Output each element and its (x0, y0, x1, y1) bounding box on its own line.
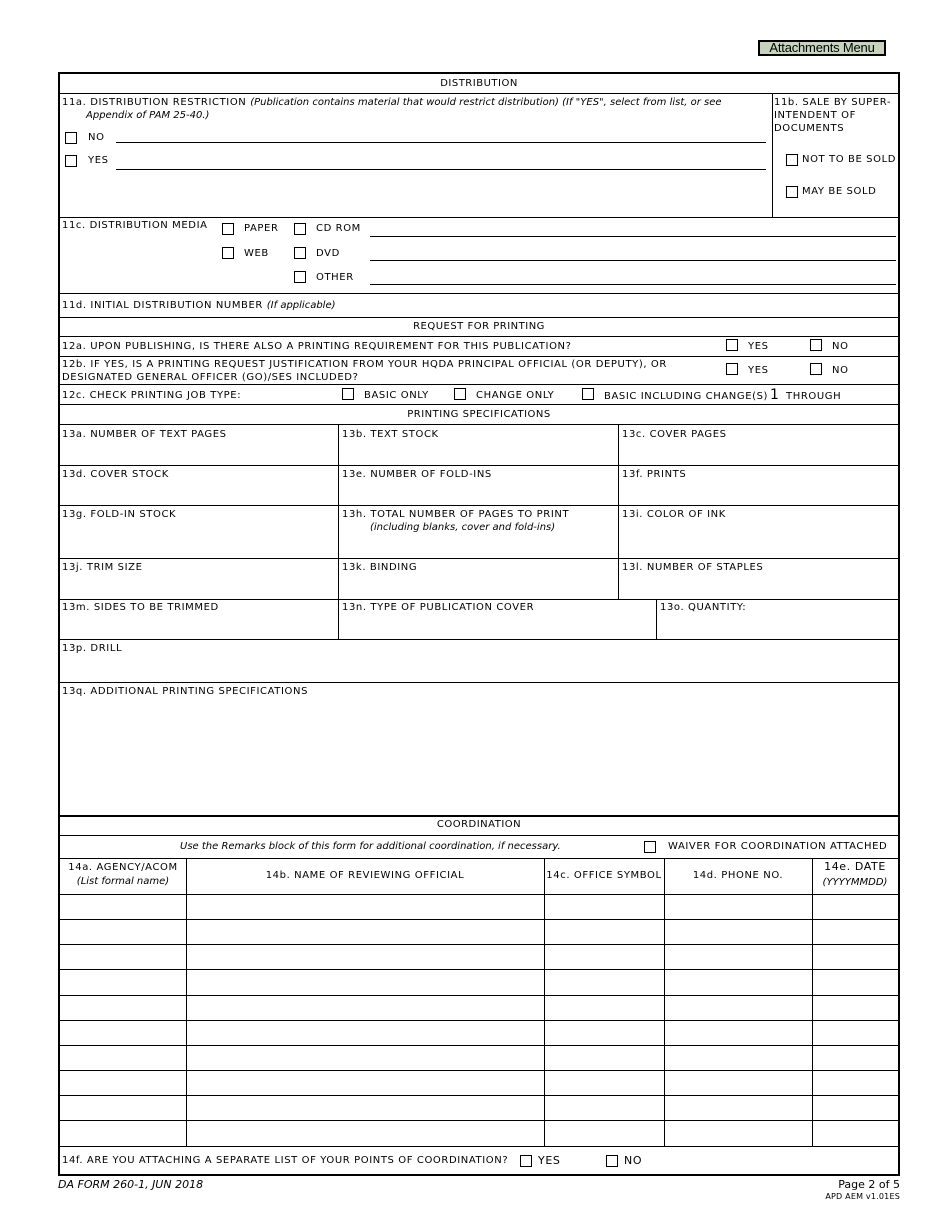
q12a-label: 12a. UPON PUBLISHING, IS THERE ALSO A PRINTING REQUIREMENT FOR THIS PUBLICATION? (62, 341, 572, 352)
restriction-note: Appendix of PAM 25-40.) (86, 110, 210, 121)
col-symbol-header: 14c. OFFICE SYMBOL (546, 870, 662, 881)
divider (60, 639, 898, 640)
media-cdrom-line[interactable] (370, 236, 896, 237)
restriction-label: 11a. DISTRIBUTION RESTRICTION (Publication contains material that would restrict distribution) (If "YES", select from list, or see (62, 97, 722, 108)
waiver-label: WAIVER FOR COORDINATION ATTACHED (668, 841, 888, 852)
q12a-no-label: NO (832, 341, 849, 352)
remarks-note: Use the Remarks block of this form for additional coordination, if necessary. (180, 841, 561, 852)
divider (60, 835, 898, 836)
divider (60, 217, 898, 218)
restriction-yes-line[interactable] (116, 169, 766, 170)
form-page (58, 72, 900, 1176)
table-row[interactable] (60, 944, 898, 945)
f13h-note: (including blanks, cover and fold-ins) (370, 522, 556, 533)
printing-specs-title: PRINTING SPECIFICATIONS (407, 409, 551, 420)
media-paper-checkbox[interactable] (222, 223, 234, 235)
media-other-label: OTHER (316, 272, 354, 283)
divider (656, 599, 657, 639)
basic-only-label: BASIC ONLY (364, 390, 429, 401)
change-only-checkbox[interactable] (454, 388, 466, 400)
q14f-no-checkbox[interactable] (606, 1155, 618, 1167)
divider (338, 424, 339, 639)
through-label: THROUGH (786, 391, 842, 402)
table-row[interactable] (60, 894, 898, 895)
f13o-label: 13o. QUANTITY: (660, 602, 747, 613)
restriction-no-label: NO (88, 132, 105, 143)
media-paper-label: PAPER (244, 223, 279, 234)
col-date-header: 14e. DATE (824, 860, 886, 873)
attachments-menu-button[interactable]: Attachments Menu (758, 40, 886, 56)
divider (664, 858, 665, 1146)
q12a-yes-label: YES (748, 341, 769, 352)
q12a-no-checkbox[interactable] (810, 339, 822, 351)
media-web-label: WEB (244, 248, 269, 259)
coordination-title: COORDINATION (436, 819, 522, 830)
table-row[interactable] (60, 969, 898, 970)
media-label: 11c. DISTRIBUTION MEDIA (62, 220, 208, 231)
f13k-label: 13k. BINDING (342, 562, 418, 573)
q12b-label: 12b. IF YES, IS A PRINTING REQUEST JUSTIFICATION FROM YOUR HQDA PRINCIPAL OFFICIAL (OR DEPUTY), OR (62, 359, 667, 370)
media-web-checkbox[interactable] (222, 247, 234, 259)
col-agency-header: 14a. AGENCY/ACOM (68, 862, 178, 873)
q12b-yes-checkbox[interactable] (726, 363, 738, 375)
table-row[interactable] (60, 919, 898, 920)
divider (186, 858, 187, 1146)
table-row[interactable] (60, 1095, 898, 1096)
table-row[interactable] (60, 1045, 898, 1046)
q12b-label-line2: DESIGNATED GENERAL OFFICER (GO)/SES INCLUDED? (62, 372, 359, 383)
divider (60, 599, 898, 600)
waiver-checkbox[interactable] (644, 841, 656, 853)
divider (60, 424, 898, 425)
basic-including-label: BASIC INCLUDING CHANGE(S) (604, 391, 769, 402)
divider (60, 465, 898, 466)
media-other-checkbox[interactable] (294, 271, 306, 283)
divider (60, 384, 898, 385)
restriction-yes-label: YES (88, 155, 109, 166)
divider (772, 93, 773, 217)
media-cdrom-label: CD ROM (316, 223, 361, 234)
form-version: APD AEM v1.01ES (825, 1192, 900, 1201)
q12b-yes-label: YES (748, 365, 769, 376)
divider (60, 682, 898, 683)
divider (60, 815, 898, 817)
change-from-value[interactable]: 1 (770, 387, 780, 403)
basic-only-checkbox[interactable] (342, 388, 354, 400)
sale-label: 11b. SALE BY SUPER- (774, 97, 892, 108)
q14f-no-label: NO (624, 1154, 643, 1167)
f13m-label: 13m. SIDES TO BE TRIMMED (62, 602, 219, 613)
divider (60, 1146, 898, 1147)
f13l-label: 13l. NUMBER OF STAPLES (622, 562, 764, 573)
media-dvd-checkbox[interactable] (294, 247, 306, 259)
f13n-label: 13n. TYPE OF PUBLICATION COVER (342, 602, 535, 613)
f13i-label: 13i. COLOR OF INK (622, 509, 726, 520)
q14f-yes-label: YES (538, 1154, 561, 1167)
printing-request-title: REQUEST FOR PRINTING (413, 321, 545, 332)
q14f-yes-checkbox[interactable] (520, 1155, 532, 1167)
f13h-label: 13h. TOTAL NUMBER OF PAGES TO PRINT (342, 509, 570, 520)
may-be-sold-checkbox[interactable] (786, 186, 798, 198)
q14f-label: 14f. ARE YOU ATTACHING A SEPARATE LIST OF YOUR POINTS OF COORDINATION? (62, 1155, 509, 1166)
f13f-label: 13f. PRINTS (622, 469, 687, 480)
divider (60, 356, 898, 357)
media-dvd-line[interactable] (370, 260, 896, 261)
q12c-label: 12c. CHECK PRINTING JOB TYPE: (62, 390, 242, 401)
col-phone-header: 14d. PHONE NO. (692, 870, 784, 881)
f13q-label: 13q. ADDITIONAL PRINTING SPECIFICATIONS (62, 686, 309, 697)
f13d-label: 13d. COVER STOCK (62, 469, 169, 480)
not-to-be-sold-label: NOT TO BE SOLD (802, 154, 897, 165)
f13c-label: 13c. COVER PAGES (622, 429, 727, 440)
divider (60, 293, 898, 294)
basic-including-checkbox[interactable] (582, 388, 594, 400)
sale-label-line3: DOCUMENTS (774, 123, 845, 134)
f13j-label: 13j. TRIM SIZE (62, 562, 143, 573)
q12b-no-label: NO (832, 365, 849, 376)
q12a-yes-checkbox[interactable] (726, 339, 738, 351)
initial-number-label: 11d. INITIAL DISTRIBUTION NUMBER (If applicable) (62, 300, 336, 311)
form-id: DA FORM 260-1, JUN 2018 (58, 1178, 204, 1191)
may-be-sold-label: MAY BE SOLD (802, 186, 877, 197)
q12b-no-checkbox[interactable] (810, 363, 822, 375)
table-row[interactable] (60, 995, 898, 996)
divider (544, 858, 545, 1146)
col-date-note: (YYYYMMDD) (822, 877, 888, 888)
divider (60, 317, 898, 318)
sale-label-line2: INTENDENT OF (774, 110, 856, 121)
f13e-label: 13e. NUMBER OF FOLD-INS (342, 469, 492, 480)
divider (60, 336, 898, 337)
divider (618, 424, 619, 599)
divider (60, 558, 898, 559)
divider (60, 505, 898, 506)
restriction-yes-checkbox[interactable] (65, 155, 77, 167)
divider (60, 404, 898, 405)
not-to-be-sold-checkbox[interactable] (786, 154, 798, 166)
col-official-header: 14b. NAME OF REVIEWING OFFICIAL (265, 870, 465, 881)
restriction-no-line[interactable] (116, 142, 766, 143)
page-number: Page 2 of 5 (838, 1178, 900, 1191)
table-row[interactable] (60, 1070, 898, 1071)
change-only-label: CHANGE ONLY (476, 390, 555, 401)
table-row[interactable] (60, 1020, 898, 1021)
media-other-line[interactable] (370, 284, 896, 285)
f13g-label: 13g. FOLD-IN STOCK (62, 509, 177, 520)
media-cdrom-checkbox[interactable] (294, 223, 306, 235)
f13p-label: 13p. DRILL (62, 643, 123, 654)
table-row[interactable] (60, 1120, 898, 1121)
distribution-title: DISTRIBUTION (440, 78, 518, 89)
col-agency-note: (List formal name) (76, 876, 170, 887)
media-dvd-label: DVD (316, 248, 340, 259)
divider (812, 858, 813, 1146)
restriction-no-checkbox[interactable] (65, 132, 77, 144)
f13a-label: 13a. NUMBER OF TEXT PAGES (62, 429, 227, 440)
f13b-label: 13b. TEXT STOCK (342, 429, 439, 440)
